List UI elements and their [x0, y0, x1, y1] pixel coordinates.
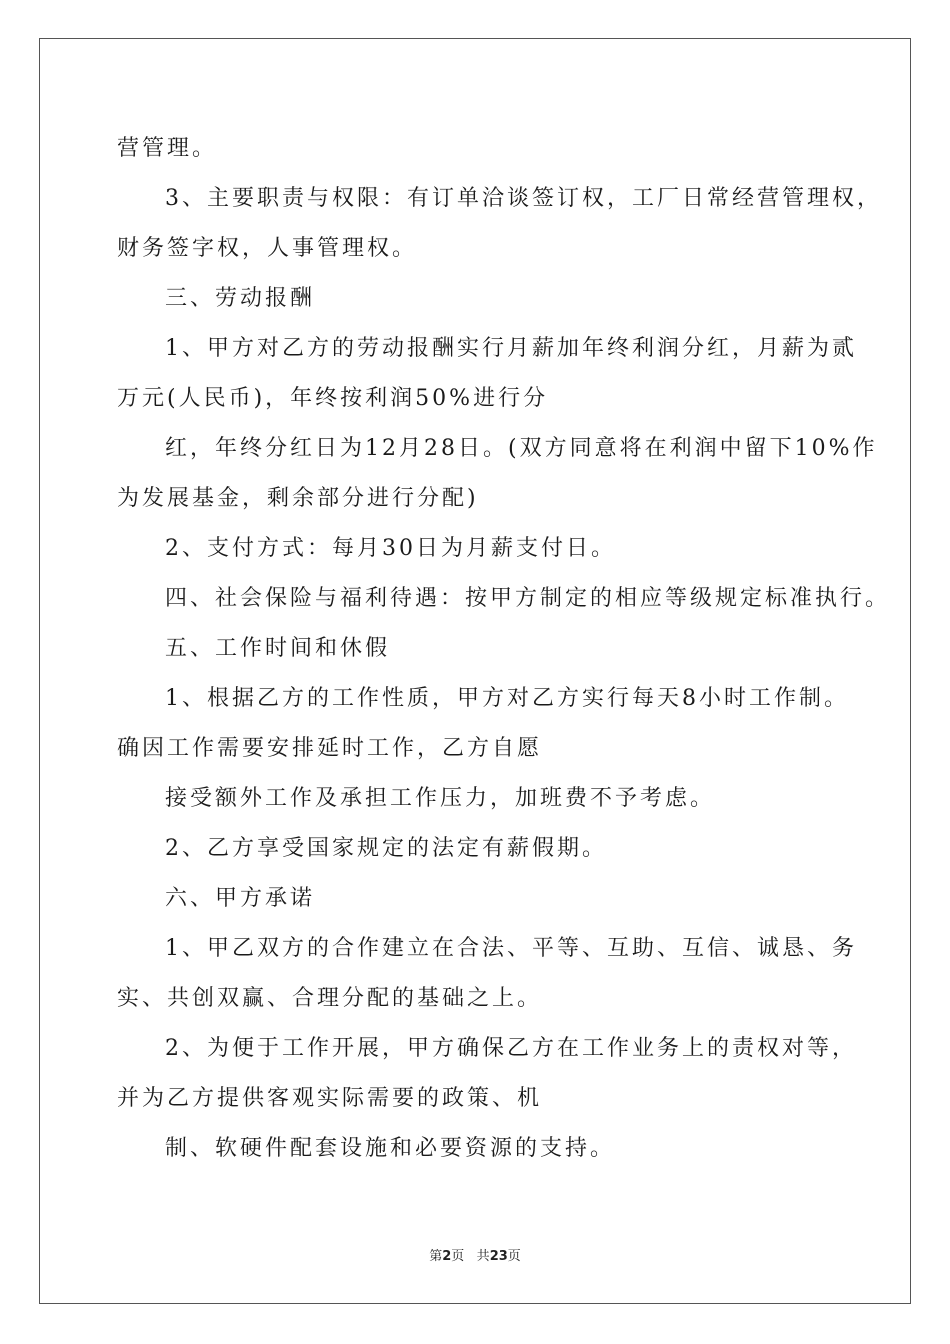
text-line: 制、软硬件配套设施和必要资源的支持。 — [165, 1136, 616, 1161]
text-line: 接受额外工作及承担工作压力，加班费不予考虑。 — [165, 786, 716, 811]
text-line: 实、共创双赢、合理分配的基础之上。 — [117, 986, 543, 1011]
text-line: 3、主要职责与权限：有订单洽谈签订权，工厂日常经营管理权， — [165, 186, 882, 211]
text-line: 1、根据乙方的工作性质，甲方对乙方实行每天8小时工作制。 — [165, 686, 849, 711]
page-number: 2 — [442, 1249, 452, 1264]
text-line: 万元(人民币)，年终按利润50%进行分 — [117, 386, 549, 411]
section-heading: 四、社会保险与福利待遇：按甲方制定的相应等级规定标准执行。 — [165, 586, 891, 611]
text-line: 确因工作需要安排延时工作，乙方自愿 — [117, 736, 543, 761]
total-prefix: 共 — [476, 1249, 490, 1264]
page-prefix: 第 — [429, 1249, 443, 1264]
page-footer — [0, 1248, 950, 1266]
total-pages: 23 — [489, 1249, 508, 1264]
text-line: 财务签字权，人事管理权。 — [117, 236, 418, 261]
section-heading: 六、甲方承诺 — [165, 886, 316, 911]
page-border — [39, 38, 911, 1304]
text-line: 2、为便于工作开展，甲方确保乙方在工作业务上的责权对等， — [165, 1036, 857, 1061]
text-line: 并为乙方提供客观实际需要的政策、机 — [117, 1086, 543, 1111]
text-line: 1、甲方对乙方的劳动报酬实行月薪加年终利润分红，月薪为贰 — [165, 336, 857, 361]
text-line: 为发展基金，剩余部分进行分配) — [117, 486, 479, 511]
text-line: 1、甲乙双方的合作建立在合法、平等、互助、互信、诚恳、务 — [165, 936, 857, 961]
text-line: 营管理。 — [117, 136, 218, 161]
page-suffix: 页 — [451, 1249, 465, 1264]
section-heading: 五、工作时间和休假 — [165, 636, 391, 661]
text-line: 2、乙方享受国家规定的法定有薪假期。 — [165, 836, 607, 861]
total-suffix: 页 — [507, 1249, 521, 1264]
text-line: 红，年终分红日为12月28日。(双方同意将在利润中留下10%作 — [165, 436, 878, 461]
section-heading: 三、劳动报酬 — [165, 286, 316, 311]
text-line: 2、支付方式：每月30日为月薪支付日。 — [165, 536, 616, 561]
